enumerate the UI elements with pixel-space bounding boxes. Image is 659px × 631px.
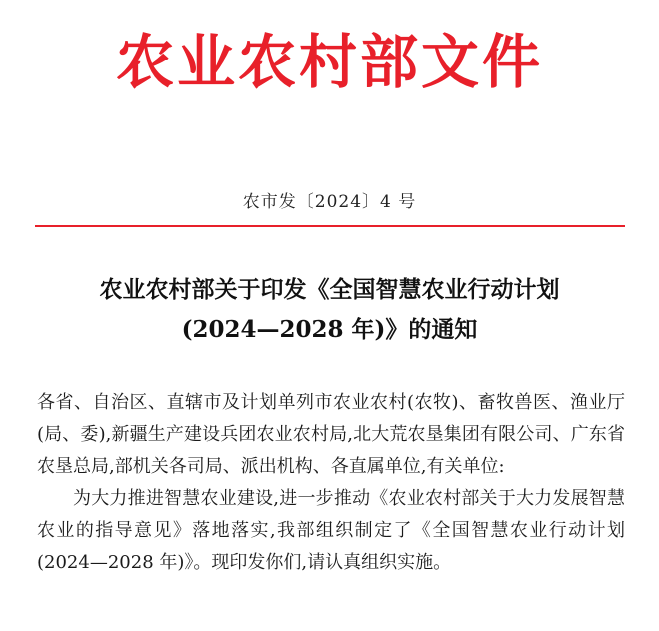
document-title-line-1: 农业农村部关于印发《全国智慧农业行动计划	[99, 276, 560, 303]
document-body	[37, 387, 625, 579]
document-title	[20, 270, 639, 350]
document-title-line-2: (2024—2028 年)》的通知	[181, 316, 478, 343]
document-number: 农市发〔2024〕4 号	[242, 192, 417, 212]
salutation-paragraph: 各省、自治区、直辖市及计划单列市农业农村(农牧)、畜牧兽医、渔业厅(局、委),新疆生产建设兵团农业农村局,北大荒农垦集团有限公司、广东省农垦总局,部机关各司局、派出机构、各直属单位,有关单位:	[37, 392, 625, 477]
red-divider-rule	[35, 225, 625, 227]
body-paragraph-1: 为大力推进智慧农业建设,进一步推动《农业农村部关于大力发展智慧农业的指导意见》落地落实,我部组织制定了《全国智慧农业行动计划(2024—2028 年)》。现印发你们,请认真组织实施。	[37, 488, 625, 573]
issuing-authority-header: 农业农村部文件	[115, 28, 543, 96]
